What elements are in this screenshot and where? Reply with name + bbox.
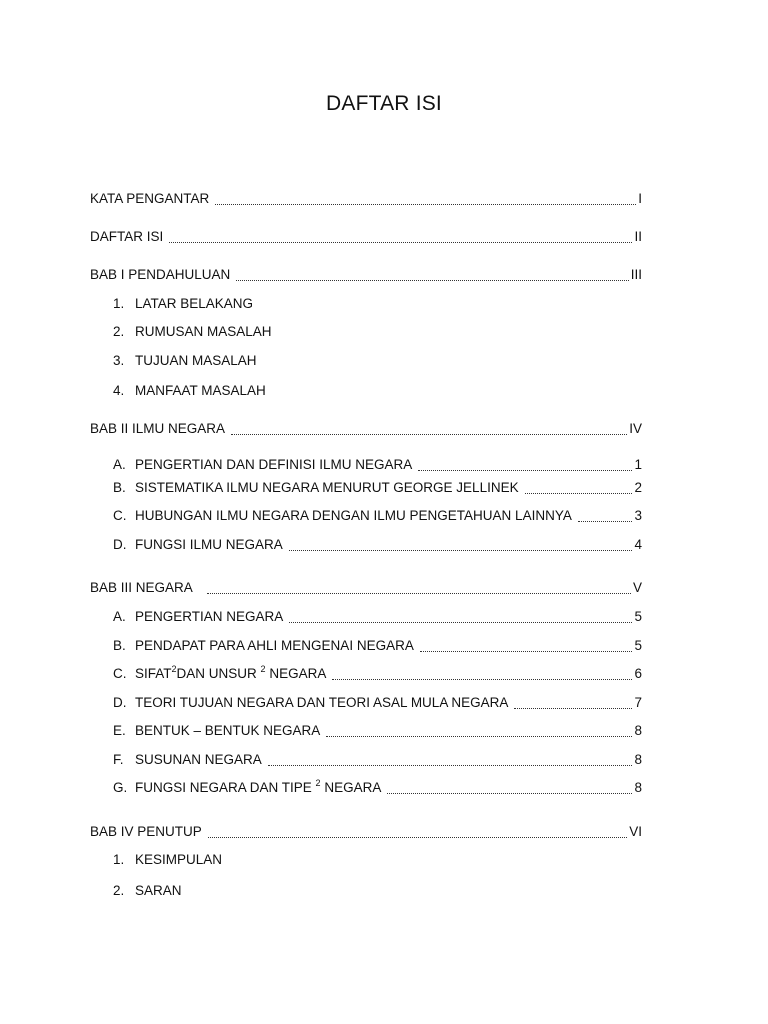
toc-subitem-label: MANFAAT MASALAH (135, 383, 266, 398)
toc-subitem-number: D. (113, 695, 127, 710)
toc-page-number: II (634, 229, 642, 244)
toc-subitem-label: LATAR BELAKANG (135, 296, 254, 311)
toc-subitem (113, 776, 642, 796)
toc-subitem-label: SISTEMATIKA ILMU NEGARA MENURUT GEORGE JELLINEK (135, 480, 519, 495)
toc-entry-label: DAFTAR ISI (90, 229, 164, 244)
toc-subitem (113, 879, 642, 899)
toc-subitem-number: B. (113, 638, 126, 653)
toc-subitem (113, 748, 642, 768)
toc-entry-label: KATA PENGANTAR (90, 191, 210, 206)
toc-subitem-label: PENDAPAT PARA AHLI MENGENAI NEGARA (135, 638, 414, 653)
toc-chapter-label: BAB II ILMU NEGARA (90, 421, 226, 436)
toc-subitem-label: FUNGSI NEGARA DAN TIPE $^2$ NEGARA (135, 777, 382, 795)
dot-leader (289, 621, 632, 623)
toc-page-number: 6 (634, 666, 642, 681)
toc-subitem-number: E. (113, 723, 126, 738)
toc-subitem-label: RUMUSAN MASALAH (135, 324, 272, 339)
dot-leader (578, 520, 633, 522)
dot-leader (332, 678, 632, 680)
toc-subitem-number: 2. (113, 324, 125, 339)
toc-subitem-number: F. (113, 752, 124, 767)
dot-leader (514, 707, 632, 709)
toc-subitem-number: A. (113, 609, 126, 624)
toc-chapter-label: BAB III NEGARA (90, 580, 193, 595)
toc-subitem-label: HUBUNGAN ILMU NEGARA DENGAN ILMU PENGETAHUAN LAINNYA (135, 508, 572, 523)
toc-subitem-number: G. (113, 780, 128, 795)
toc-page-number: I (638, 191, 642, 206)
toc-subitem-number: 4. (113, 383, 125, 398)
toc-subitem (113, 719, 642, 739)
toc-entry (90, 187, 642, 207)
toc-subitem-label: KESIMPULAN (135, 852, 223, 867)
toc-subitem (113, 634, 642, 654)
toc-subitem-number: A. (113, 457, 126, 472)
toc-subitem-number: 2. (113, 883, 125, 898)
toc-page-number: 4 (634, 537, 642, 552)
toc-subitem-number: C. (113, 666, 127, 681)
dot-leader (289, 549, 633, 551)
toc-entry (90, 225, 642, 245)
toc-subitem-label: PENGERTIAN DAN DEFINISI ILMU NEGARA (135, 457, 413, 472)
toc-page-number: 7 (634, 695, 642, 710)
toc-chapter-label: BAB IV PENUTUP (90, 824, 202, 839)
toc-subitem (113, 476, 642, 496)
toc-subitem-label: TEORI TUJUAN NEGARA DAN TEORI ASAL MULA NEGARA (135, 695, 509, 710)
toc-subitem-label: BENTUK – BENTUK NEGARA (135, 723, 321, 738)
toc-subitem (113, 662, 642, 682)
dot-leader (236, 279, 628, 281)
toc-subitem-number: 1. (113, 296, 125, 311)
toc-subitem (113, 605, 642, 625)
toc-subitem-number: B. (113, 480, 126, 495)
toc-chapter (90, 417, 642, 437)
toc-subitem-label: TUJUAN MASALAH (135, 353, 257, 368)
toc-subitem (113, 504, 642, 524)
toc-subitem (113, 533, 642, 553)
toc-subitem (113, 453, 642, 473)
dot-leader (215, 203, 636, 205)
dot-leader (169, 241, 632, 243)
toc-chapter (90, 263, 642, 283)
toc-page-number: 2 (634, 480, 642, 495)
dot-leader (420, 650, 633, 652)
toc-page-number: V (632, 580, 642, 595)
toc-subitem-number: 1. (113, 852, 125, 867)
toc-subitem (113, 292, 642, 312)
toc-subitem-number: 3. (113, 353, 125, 368)
dot-leader (268, 764, 633, 766)
toc-page-number: 8 (634, 752, 642, 767)
toc-page-number: 8 (634, 780, 642, 795)
toc-chapter-label: BAB I PENDAHULUAN (90, 267, 231, 282)
toc-page-number: 1 (634, 457, 642, 472)
dot-leader (525, 492, 633, 494)
toc-page-number: 5 (634, 609, 642, 624)
toc-subitem-label: SIFAT$^2$DAN UNSUR $^2$ NEGARA (135, 663, 327, 681)
page-title: DAFTAR ISI (326, 92, 442, 115)
toc-subitem-label: SUSUNAN NEGARA (135, 752, 262, 767)
dot-leader (418, 469, 632, 471)
toc-page-number: 3 (634, 508, 642, 523)
toc-subitem-label: SARAN (135, 883, 182, 898)
dot-leader (231, 433, 627, 435)
toc-subitem-number: C. (113, 508, 127, 523)
toc-subitem-number: D. (113, 537, 127, 552)
dot-leader (326, 735, 632, 737)
toc-page-number: 5 (634, 638, 642, 653)
toc-subitem (113, 848, 642, 868)
toc-subitem-label: FUNGSI ILMU NEGARA (135, 537, 283, 552)
toc-subitem (113, 320, 642, 340)
toc-chapter (90, 820, 642, 840)
dot-leader (207, 592, 631, 594)
dot-leader (208, 836, 627, 838)
toc-subitem (113, 349, 642, 369)
toc-subitem (113, 691, 642, 711)
toc-chapter (90, 576, 642, 596)
toc-page-number: III (630, 267, 642, 282)
toc-page-number: VI (629, 824, 642, 839)
toc-page-number: IV (629, 421, 642, 436)
toc-subitem (113, 379, 642, 399)
toc-page-number: 8 (634, 723, 642, 738)
dot-leader (387, 792, 632, 794)
toc-subitem-label: PENGERTIAN NEGARA (135, 609, 284, 624)
